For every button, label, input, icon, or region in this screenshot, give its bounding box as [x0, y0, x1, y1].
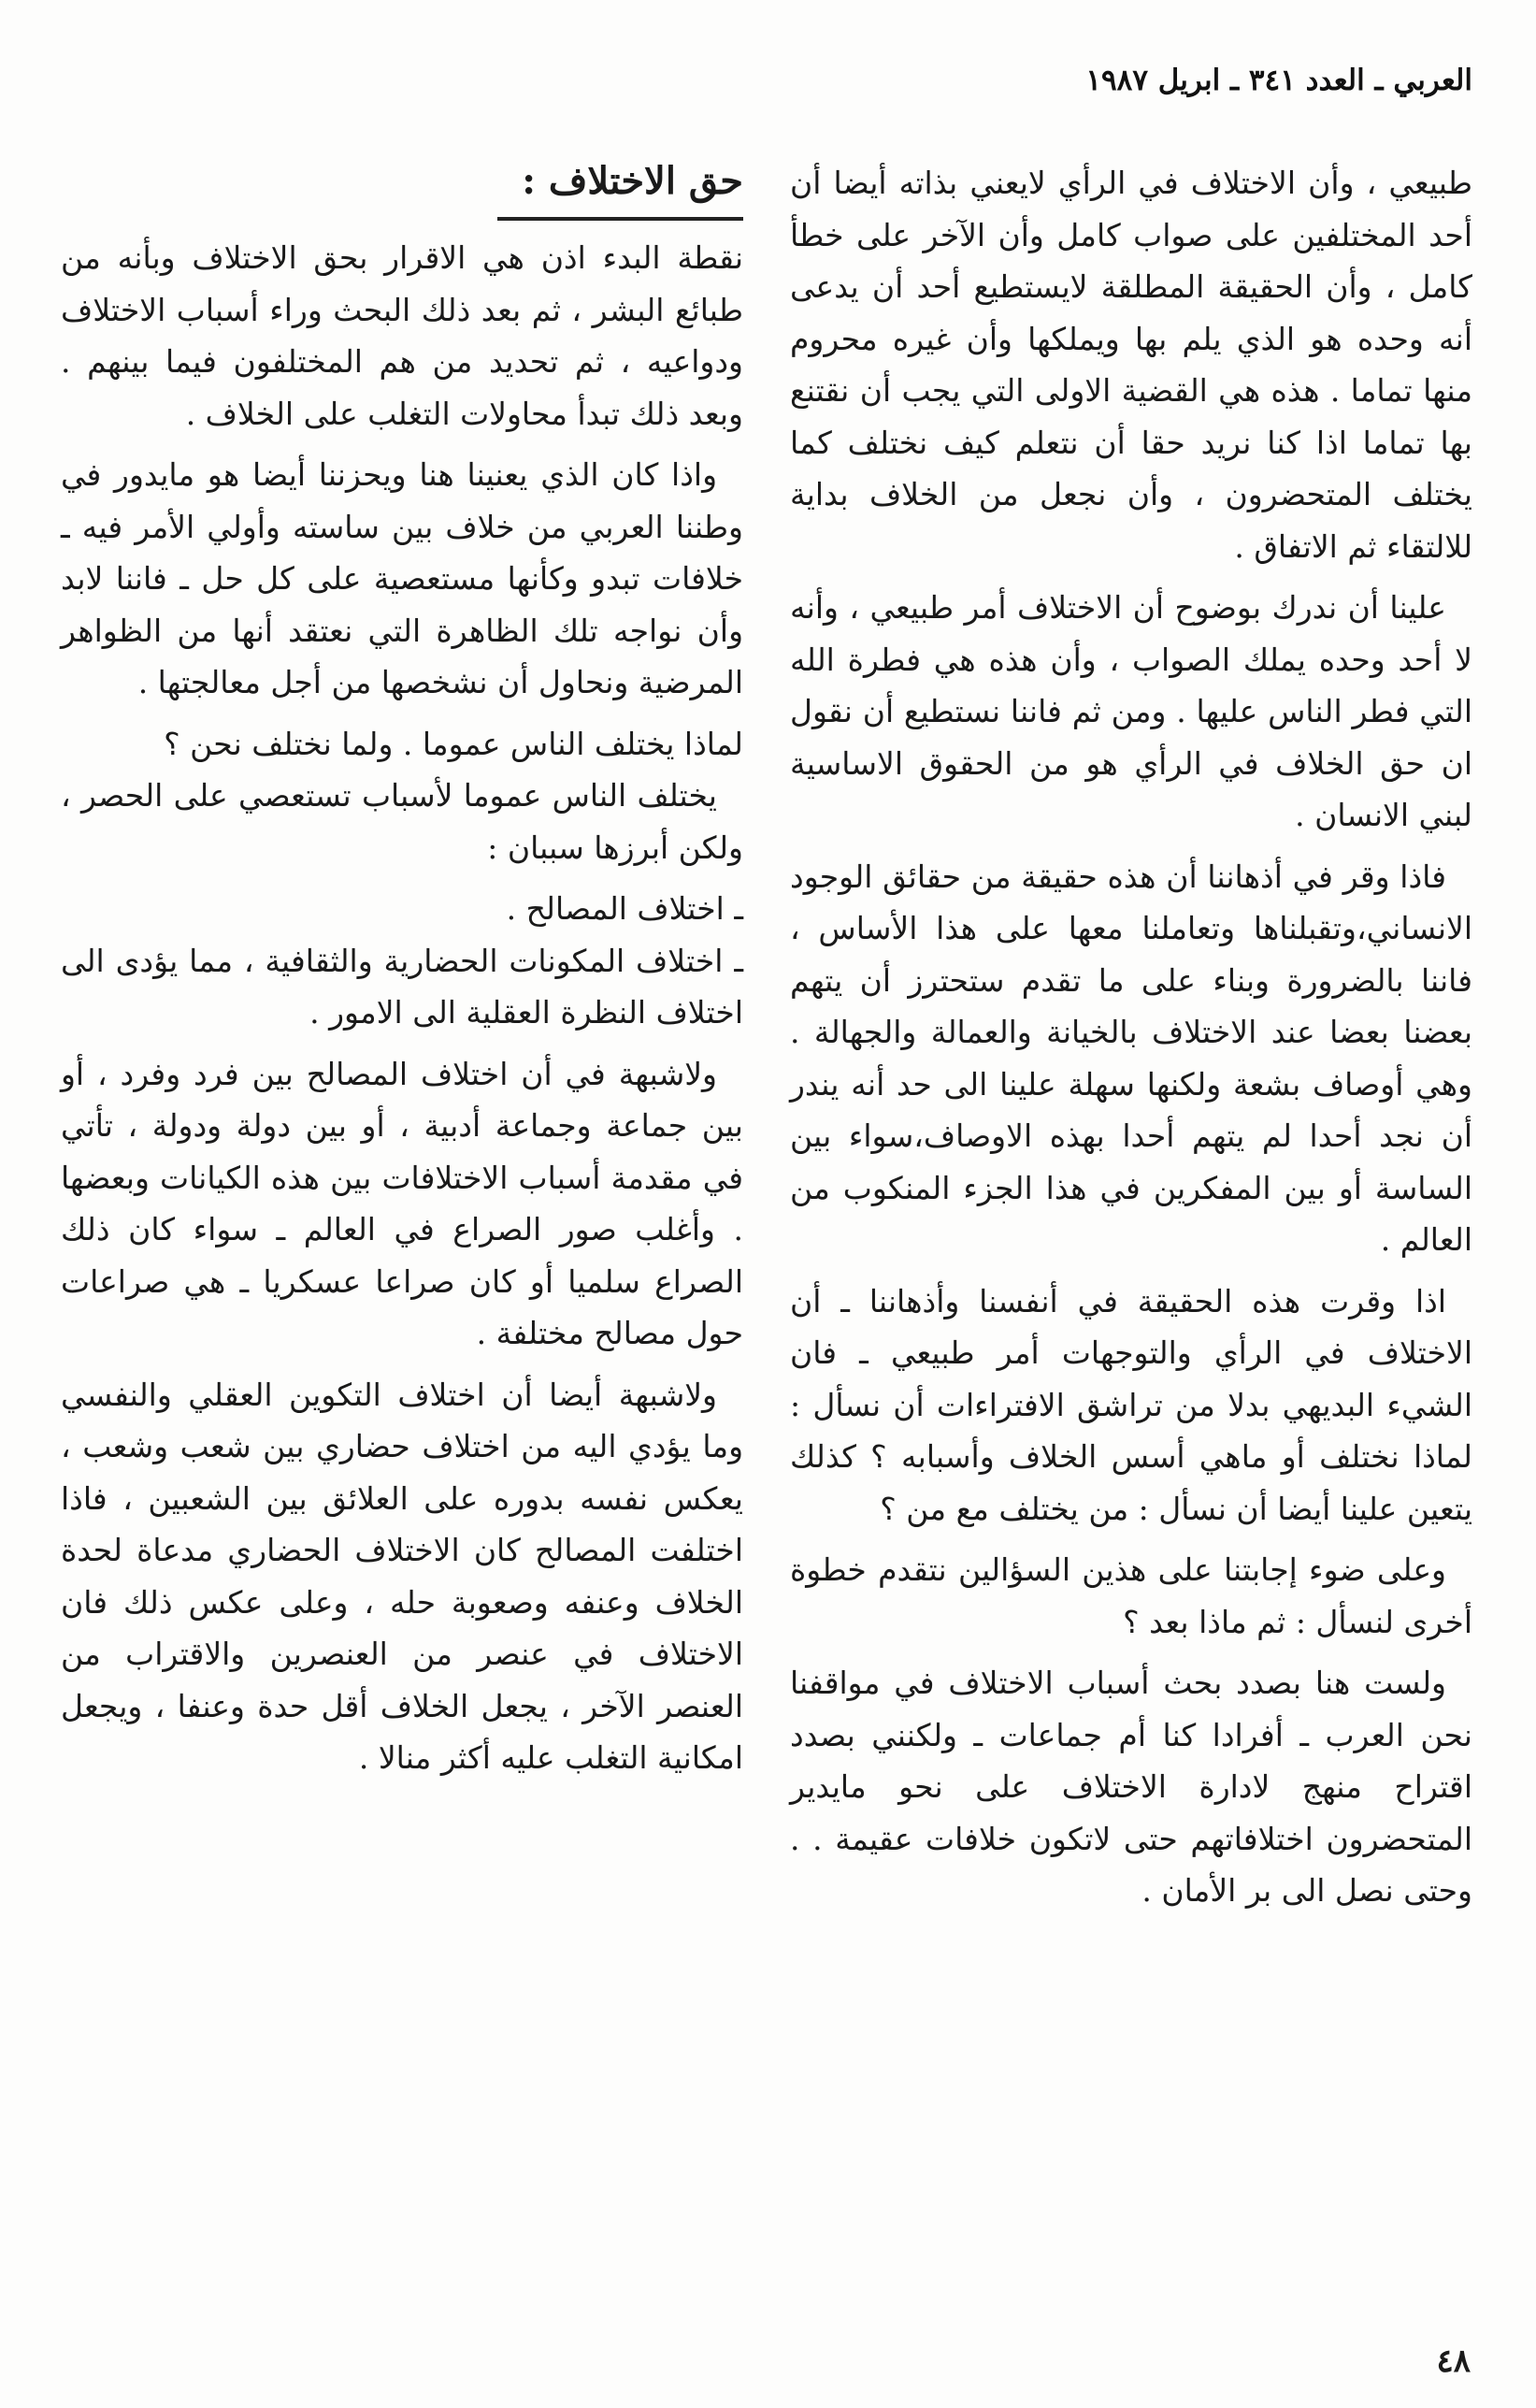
left-column [61, 157, 743, 1794]
paragraph: واذا كان الذي يعنينا هنا ويحزننا أيضا هو مايدور في وطننا العربي من خلاف بين ساسته وأولي الأمر فيه ـ خلافات تبدو وكأنها مستعصية على كل حل ـ فاننا لابد وأن نواجه تلك الظاهرة التي نعتقد أنها من الظواهر المرضية ونحاول أن نشخصها من أجل معالجتها . [61, 456, 743, 700]
list-item: ـ اختلاف المكونات الحضارية والثقافية ، مما يؤدى الى اختلاف النظرة العقلية الى الامور . [61, 942, 743, 1031]
paragraph: اذا وقرت هذه الحقيقة في أنفسنا وأذهاننا ـ أن الاختلاف في الرأي والتوجهات أمر طبيعي ـ فان الشيء البديهي بدلا من تراشق الافتراءات أن نسأل : لماذا نختلف أو ماهي أسس الخلاف وأسبابه ؟ كذلك يتعين علينا أيضا أن نسأل : من يختلف مع من ؟ [790, 1282, 1472, 1527]
paragraph: علينا أن ندرك بوضوح أن الاختلاف أمر طبيعي ، وأنه لا أحد وحده يملك الصواب ، وأن هذه هي فطرة الله التي فطر الناس عليها . ومن ثم فاننا نستطيع أن نقول ان حق الخلاف في الرأي هو من الحقوق الاساسية لبني الانسان . [790, 589, 1472, 833]
paragraph: وعلى ضوء إجابتنا على هذين السؤالين نتقدم خطوة أخرى لنسأل : ثم ماذا بعد ؟ [790, 1551, 1472, 1640]
section-heading: حق الاختلاف : [497, 155, 743, 221]
list-item: ـ اختلاف المصالح . [506, 890, 743, 927]
running-header: العربي ـ العدد ٣٤١ ـ ابريل ١٩٨٧ [1085, 64, 1472, 97]
question-line: لماذا يختلف الناس عموما . ولما نختلف نحن ؟ [164, 725, 743, 762]
right-column [790, 157, 1472, 1926]
paragraph: فاذا وقر في أذهاننا أن هذه حقيقة من حقائق الوجود الانساني،وتقبلناها وتعاملنا معها على هذا الأساس ، فاننا بالضرورة وبناء على ما تقدم ستحترز أن يتهم بعضنا بعضا عند الاختلاف بالخيانة والعمالة والجهالة . وهي أوصاف بشعة ولكنها سهلة علينا الى حد أنه يندر أن نجد أحدا لم يتهم أحدا بهذه الاوصاف،سواء بين الساسة أو بين المفكرين في هذا الجزء المنكوب من العالم . [790, 858, 1472, 1258]
paragraph: يختلف الناس عموما لأسباب تستعصي على الحصر ، ولكن أبرزها سببان : [61, 777, 743, 866]
paragraph: ولست هنا بصدد بحث أسباب الاختلاف في مواقفنا نحن العرب ـ أفرادا كنا أم جماعات ـ ولكنني بصدد اقتراح منهج لادارة الاختلاف على نحو مايدير المتحضرون اختلافاتهم حتى لاتكون خلافات عقيمة . . وحتى نصل الى بر الأمان . [790, 1665, 1472, 1909]
paragraph: نقطة البدء اذن هي الاقرار بحق الاختلاف وبأنه من طبائع البشر ، ثم بعد ذلك البحث وراء أسباب الاختلاف ودواعيه ، ثم تحديد من هم المختلفون فيما بينهم . وبعد ذلك تبدأ محاولات التغلب على الخلاف . [61, 239, 743, 432]
paragraph: ولاشبهة في أن اختلاف المصالح بين فرد وفرد ، أو بين جماعة وجماعة أدبية ، أو بين دولة ودولة ، تأتي في مقدمة أسباب الاختلافات بين هذه الكيانات وبعضها . وأغلب صور الصراع في العالم ـ سواء كان ذلك الصراع سلميا أو كان صراعا عسكريا ـ هي صراعات حول مصالح مختلفة . [61, 1055, 743, 1351]
paragraph: ولاشبهة أيضا أن اختلاف التكوين العقلي والنفسي وما يؤدي اليه من اختلاف حضاري بين شعب وشعب ، يعكس نفسه بدوره على العلائق بين الشعبين ، فاذا اختلفت المصالح كان الاختلاف الحضاري مدعاة لحدة الخلاف وعنفه وصعوبة حله ، وعلى عكس ذلك فان الاختلاف في عنصر من العنصرين والاقتراب من العنصر الآخر ، يجعل الخلاف أقل حدة وعنفا ، ويجعل امكانية التغلب عليه أكثر منالا . [61, 1376, 743, 1776]
paragraph: طبيعي ، وأن الاختلاف في الرأي لايعني بذاته أيضا أن أحد المختلفين على صواب كامل وأن الآخر على خطأ كامل ، وأن الحقيقة المطلقة لايستطيع أحد أن يدعى أنه وحده هو الذي يلم بها ويملكها وأن غيره محروم منها تماما . هذه هي القضية الاولى التي يجب أن نقتنع بها تماما اذا كنا نريد حقا أن نتعلم كيف نختلف كما يختلف المتحضرون ، وأن نجعل من الخلاف بداية للالتقاء ثم الاتفاق . [790, 165, 1472, 565]
page-number: ٤٨ [1436, 2343, 1471, 2380]
